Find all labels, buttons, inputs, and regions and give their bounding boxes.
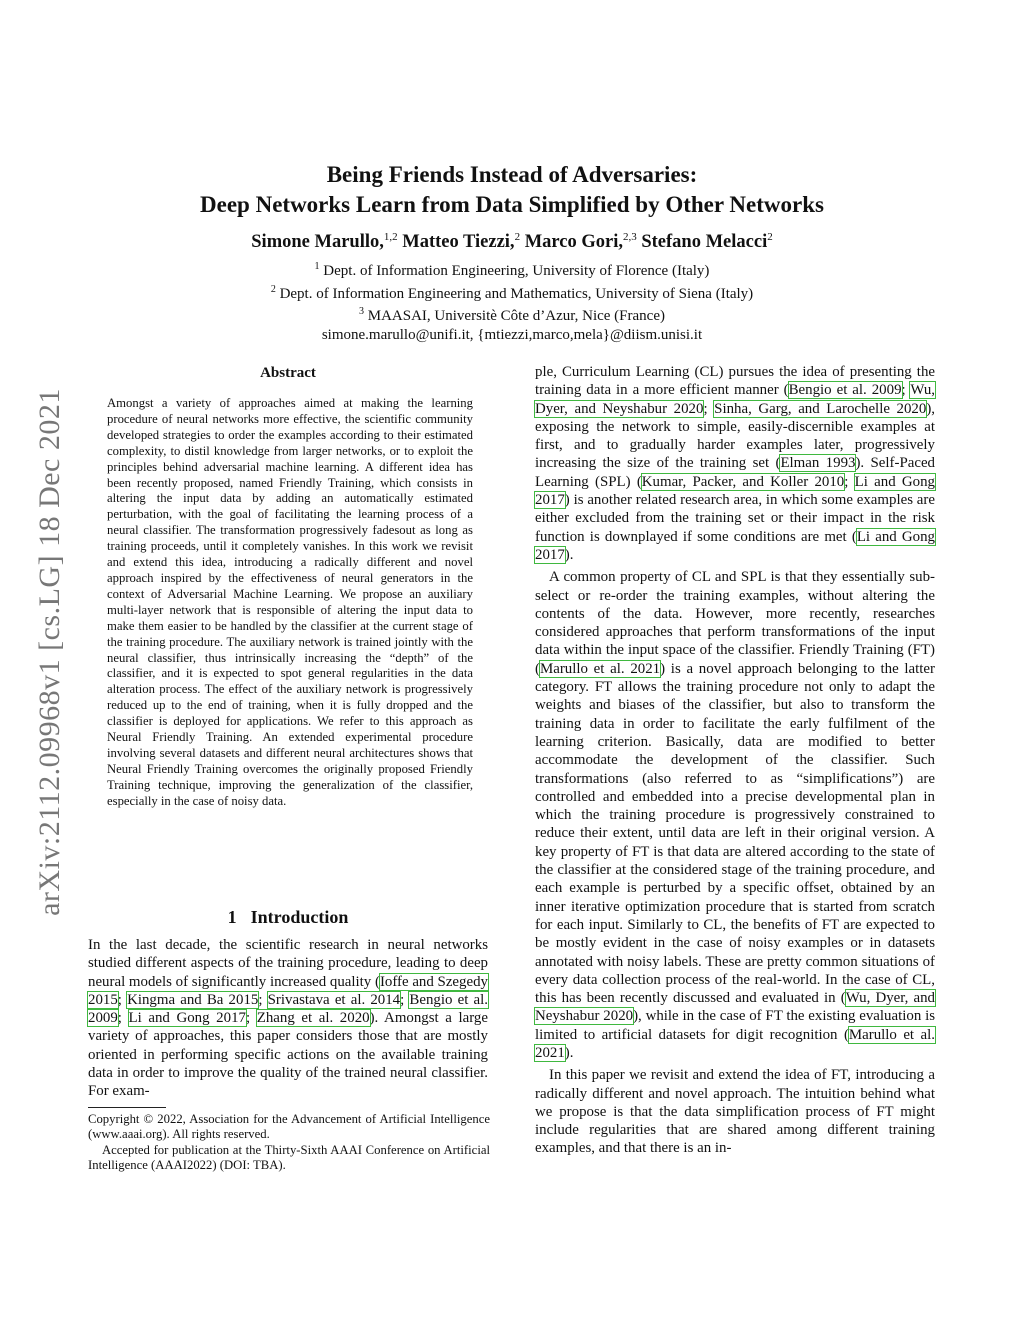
citation-link[interactable]: Srivastava et al. 2014 <box>267 991 401 1008</box>
section-heading: 1 Introduction <box>227 907 349 927</box>
author-name: Stefano Melacci <box>641 232 768 253</box>
author-name: Simone Marullo, <box>251 232 384 253</box>
citation-link[interactable]: Ioffe and Szegedy 2015 <box>88 973 488 1008</box>
paper-title <box>0 160 1024 220</box>
citation-link[interactable]: Wu, Dyer, and Neyshabur 2020 <box>535 990 935 1025</box>
affiliation-line: $^2$ Dept. of Information Engineering and Mathematics, University of Siena (Italy) <box>270 283 754 302</box>
introduction-body <box>88 936 488 1101</box>
citation-link[interactable]: Elman 1993 <box>780 455 856 472</box>
citation-link[interactable]: Bengio et al. 2009 <box>788 382 902 399</box>
author-name: Marco Gori, <box>524 232 623 253</box>
title-line-1: Being Friends Instead of Adversaries: <box>326 162 698 187</box>
author-list <box>0 231 1024 253</box>
citation-link[interactable]: Sinha, Garg, and Larochelle 2020 <box>714 400 927 417</box>
paragraph: A common property of CL and SPL is that they essentially sub-select or re-order the training examples, without altering the contents of the data. However, more recently, researches considered approaches that perform transformations of the input data within the input space of the classifier. Friendly Training (FT) (Marullo et al. 2021) is a novel approach belonging to the latter category. FT allows the training procedure not only to adapt the weights and biases of the classifier, but also to transform the training data in order to facilitate the early fulfilment of the learning criterion. Basically, data are modified to better accommodate the development of the classifier. Such transformations (also referred to as “simplifications”) are controlled and embedded into a precise developmental plan in which the training procedure is progressively constrained to reduce their extent, until data are left in their original version. A key property of FT is that data are altered according to the state of the classifier at the considered stage of the training procedure, and each example is perturbed by a specific offset, obtained by an inner iterative optimization procedure that is started from scratch for each input. Similarly to CL, the benefits of FT are expected to be mostly evident in the case of noisy examples or in datasets annotated with noisy labels. These are pretty common situations of every data collection process of the real-world. In the case of CL, this has been recently discussed and evaluated in (Wu, Dyer, and Neyshabur 2020), while in the case of FT the existing evaluation is limited to artificial datasets for digit recognition (Marullo et al. 2021). <box>535 569 935 1061</box>
paragraph: In the last decade, the scientific research in neural networks studied different aspects of the training procedure, leading to deep neural models of significantly increased quality (Ioffe and Szegedy 2015; Kingma and Ba 2015; Srivastava et al. 2014; Bengio et al. 2009; Li and Gong 2017; Zhang et al. 2020). Amongst a large variety of approaches, this paper considers those that are mostly oriented in performing specific actions on the available training data in order to improve the quality of the trained neural classifier. For exam- <box>88 937 488 1100</box>
citation-link[interactable]: Li and Gong 2017 <box>128 1010 246 1027</box>
footnote <box>88 1112 490 1174</box>
citation-link[interactable]: Wu, Dyer, and Neyshabur 2020 <box>535 382 936 417</box>
citation-link[interactable]: Marullo et al. 2021 <box>539 660 661 677</box>
citation-link[interactable]: Li and Gong 2017 <box>535 473 935 509</box>
arxiv-identifier: arXiv:2112.09968v1 [cs.LG] 18 Dec 2021 <box>33 388 66 916</box>
author-affil-sup: 2 <box>767 231 773 243</box>
citation-link[interactable]: Kumar, Packer, and Koller 2010 <box>641 473 845 490</box>
author-affil-sup: 2,3 <box>622 231 637 243</box>
affiliation-line: $^3$ MAASAI, Universitè Côte d’Azur, Nice (France) <box>359 306 665 325</box>
citation-link[interactable]: Bengio et al. 2009 <box>88 991 488 1027</box>
author-name: Matteo Tiezzi, <box>402 232 515 253</box>
citation-link[interactable]: Zhang et al. 2020 <box>256 1010 370 1027</box>
copyright-notice: Copyright © 2022, Association for the Advancement of Artificial Intelligence (www.aaai.org). All rights reserved. <box>88 1112 490 1142</box>
paragraph: ple, Curriculum Learning (CL) pursues the idea of presenting the training data in a more efficient manner (Bengio et al. 2009; Wu, Dyer, and Neyshabur 2020; Sinha, Garg, and Larochelle 2020), exposing the network to simple, easily-discernible examples at first, and to gradually harder examples later, progressively increasing the size of the training set (Elman 1993). Self-Paced Learning (SPL) (Kumar, Packer, and Koller 2010; Li and Gong 2017) is another related research area, in which some examples are either excluded from the training set or their impact in the risk function is downplayed if some conditions are met (Li and Gong 2017). <box>535 364 936 563</box>
author-affil-sup: 1,2 <box>383 231 398 243</box>
citation-link[interactable]: Kingma and Ba 2015 <box>127 991 259 1008</box>
author-emails: simone.marullo@unifi.it, {mtiezzi,marco,mela}@diism.unisi.it <box>321 326 703 343</box>
title-line-2: Deep Networks Learn from Data Simplified by Other Networks <box>200 192 824 217</box>
citation-link[interactable]: Li and Gong 2017 <box>535 528 935 563</box>
affiliation-line: $^1$ Dept. of Information Engineering, University of Florence (Italy) <box>314 261 710 279</box>
paragraph: In this paper we revisit and extend the idea of FT, introducing a radically different and novel approach. The intuition behind what we propose is that the data simplification process of FT might include regularities that are shared among different training examples, and that there is an in- <box>535 1067 935 1157</box>
affiliations <box>0 258 1024 344</box>
footnote-rule <box>88 1107 166 1108</box>
abstract-text: Amongst a variety of approaches aimed at making the learning procedure of neural networks more effective, the scientific community developed strategies to order the examples according to their estimated complexity, to distil knowledge from larger networks, or to exploit the principles behind adversarial machine learning. A different idea has been recently proposed, named Friendly Training, which consists in altering the input data by adding an automatically estimated perturbation, with the goal of facilitating the learning process of a neural classifier. The transformation progressively fadesout as long as training proceeds, until it completely vanishes. In this work we revisit and extend this idea, introducing a radically different and novel approach inspired by the effectiveness of neural generators in the context of Adversarial Machine Learning. We propose an auxiliary multi-layer network that is responsible of altering the input data to make them easier to be handled by the classifier at the current stage of the training procedure. The auxiliary network is trained jointly with the neural classifier, thus intrinsically increasing the “depth” of the classifier, and it is expected to spot general regularities in the data alteration process. The effect of the auxiliary network is progressively reduced up to the end of training, when it is fully dropped and the classifier is deployed for applications. We refer to this approach as Neural Friendly Training. An extended experimental procedure involving several datasets and different neural architectures shows that Neural Friendly Training overcomes the originally proposed Friendly Training technique, improving the generalization of the classifier, especially in the case of noisy data. <box>107 396 473 808</box>
abstract-heading: Abstract <box>260 365 316 381</box>
right-column-body <box>535 363 935 1162</box>
author-affil-sup: 2 <box>514 231 521 243</box>
citation-link[interactable]: Marullo et al. 2021 <box>535 1026 935 1061</box>
publication-notice: Accepted for publication at the Thirty-Sixth AAAI Conference on Artificial Intelligence (AAAI2022) (DOI: TBA). <box>88 1142 490 1173</box>
